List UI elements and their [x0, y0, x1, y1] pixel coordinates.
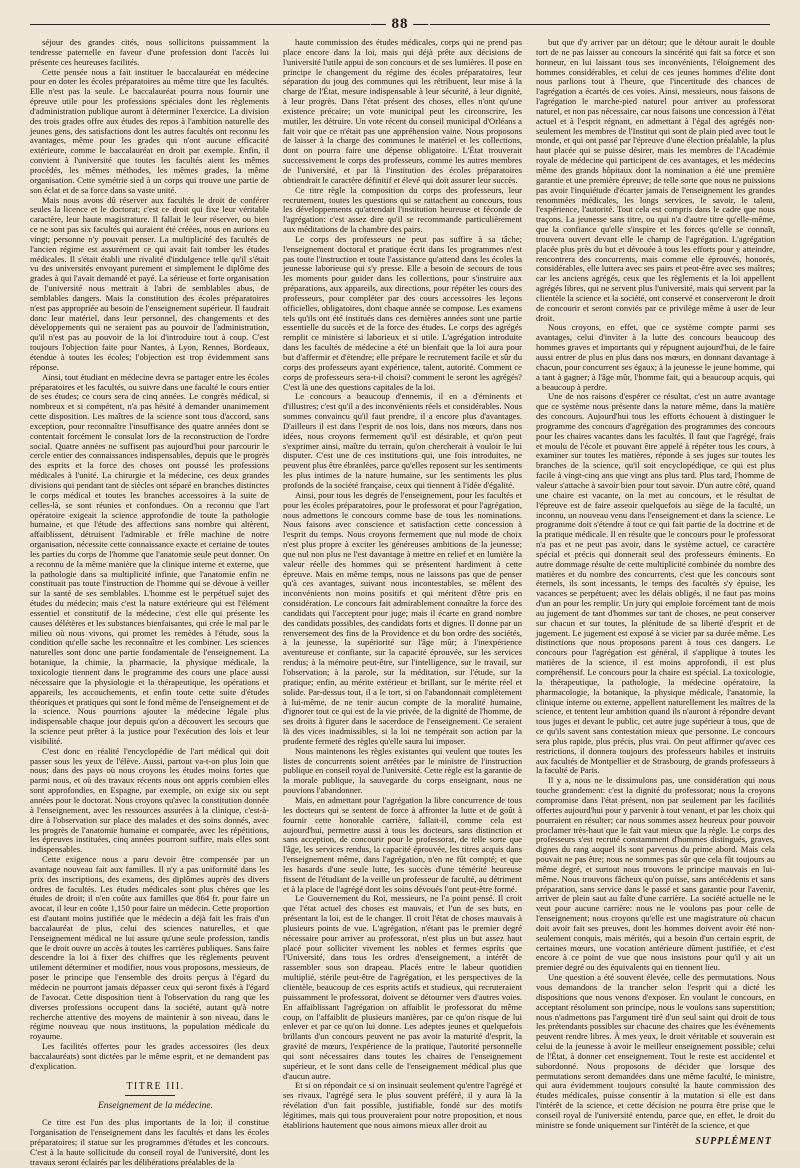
paragraph: Ainsi, pour tous les degrés de l'enseignement, pour les facultés et pour les écoles préparatoires, pour le professorat et pour l'agrégation, nous admettons le concours comme base de tous les nominations. Nous faisons avec conscience et satisfaction cette concession à l'esprit du temps. Nous croyons fermement que nul mode de choix n'est plus propre à exciter les généreuses ambitions de la jeunesse; que nul non plus ne l'est davantage à mettre en relief et en lumière la valeur réelle des hommes qui se présentent hardiment à cette épreuve. Mais en même temps, nous ne laissons pas que de penser qu'à ces avantages, suivant nous incontestables, se mêlent des inconvénients non moins positifs et qui méritent d'être pris en considération. Le concours fait admirablement connaître la force des candidats qui l'acceptent pour juge; mais il écarte en grand nombre des candidats possibles, des candidats forts et dignes. Il donne par un renversement des fins de la Providence et du bon ordre des sociétés, à la jeunesse, la supériorité sur l'âge mûr; à l'inexpérience aventureuse et confiante, sur la capacité éprouvée, sur les services rendus; à la mémoire peut-être, sur l'intelligence, sur le travail, sur l'observation; à la parole, sur la méditation, sur l'étude, sur la pratique; enfin, au mérite extérieur et brillant, sur le mérite réel et solide. Par-dessus tout, il a le tort, si on l'abandonnait complètement à lui-même, de ne tenir aucun compte de la moralité humaine, d'ignorer tout ce qui est de la vie privée, de la dignité de l'homme, de ses droits à figurer dans le sacerdoce de l'enseignement. Ce seraient là des vices inadmissibles, si la loi ne tempérait son action par la prudente fermeté des règles qu'elle saura lui imposer. [283, 489, 522, 746]
column-3 [536, 38, 775, 1168]
paragraph: C'est donc en réalité l'encyclopédie de l'art médical qui doit passer sous les yeux de l'élève. Aussi, partout va-t-on plus loin que nous; dans des pays où nous croyons les études moins fortes que parmi nous, et où des travaux récents nous ont appris combien elles sont approfondies, en Espagne, par exemple, on exige six ou sept années pour le doctorat. Nous croyons qu'avec la constitution donnée à l'enseignement, avec les ressources assurées à la clinique, c'est-à-dire à l'observation sur place des malades et des soins donnés, avec les progrès de l'anatomie humaine et comparée, avec les répétitions, les épreuves instituées, cinq années pourront suffire, mais elles sont indispensables. [30, 745, 269, 855]
paragraph: Ce titre règle la composition du corps des professeurs, leur recrutement, toutes les questions qui se rattachent au concours, tous les développements qu'attendait l'institution heureuse et féconde de l'agrégation: c'est assez dire qu'il se recommande particulièrement aux méditations de la chambre des pairs. [283, 184, 522, 235]
paragraph: Le Gouvernement du Roi, messieurs, ne l'a point pensé. Il croit que l'état actuel des choses est mauvais, et l'un de ses buts, en présentant la loi, est de le changer. Il croit l'état de choses mauvais à plusieurs points de vue. L'agrégation, n'étant pas le premier degré nécessaire pour arriver au professorat, n'est plus un but assez haut placé pour solliciter vivement les nobles et fermes esprits que l'Université, dans tous les ordres d'enseignement, a intérêt de rassembler sous son drapeau. Placés entre le labeur quotidien multiplié, stérile peut-être de l'agrégation, et les perspectives de la clientèle, beaucoup de ces esprits actifs et studieux, qui recruteraient puissamment le professorat, doivent se détourner vers d'autres voies. En affaiblissant l'agrégation on affaiblit le professorat du même coup, on l'affaiblit de plusieurs manières, par ce qu'on risque de lui enlever et par ce qu'on lui donne. Les adeptes jeunes et quelquefois brillants d'un concours peuvent ne pas avoir la maturité d'esprit, la gravité de mœurs, l'expérience de la pratique, l'autorité personnelle qui sont nécessaires dans toutes les chaires de l'enseignement supérieur, et le sont dans celle de l'enseignement médical plus que d'aucun autre. [283, 893, 522, 1081]
column-1 [30, 38, 269, 1168]
section-rule [125, 1095, 175, 1096]
column-2 [283, 38, 522, 1168]
paragraph: Ainsi, tout étudiant en médecine devra se partager entre les écoles préparatoires et les facultés, ou suivre dans une faculté le cours entier de ses études; ce cours sera de cinq années. Le congrès médical, si nombreux et si compétent, n'a pas hésité à demander unanimement cette disposition. Les maîtres de la science sont tous d'accord, sans exception, pour reconnaître l'insuffisance des quatre années dont se contentait forcément le consulat lors de la reconstruction de l'ordre social. Quatre années ne suffisent pas aujourd'hui pour parcourir le cercle entier des connaissances indispensables, depuis que le progrès des esprits et la force des choses ont poussé les professions médicales à l'unité. La chirurgie et la médecine, ces deux grandes divisions qui pendant tant de siècles ont séparé en branches distinctes le corps médical et toutes les branches accessoires à la suite de celles-là, se sont réunies et confondues. On a reconnu que l'art opératoire exigeait la science approfondie de toute la pathologie humaine, et que l'étude des affections sans nombre qui altèrent, affaiblissent, détruisent l'admirable et frêle machine de notre organisation, nécessite cette connaissance exacte et certaine de toutes les parties du corps de l'homme que l'anatomie seule peut donner. On a reconnu de la même manière que la clinique interne et externe, que la pathologie dans sa multiplicité infinie, que l'anatomie enfin ne constituait pas toute l'instruction de l'homme qui se dévoue à veiller sur la santé de ses semblables. L'homme est le perpétuel sujet des études du médecin; mais c'est la nature extérieure qui est l'élément essentiel et constitutif de la médecine, c'est elle qui présente les causes délétères et les substances bienfaisantes, qui crée le mal par le milieu où nous vivons, qui promet les remèdes à l'étude, sous la condition qu'elle sache les reconnaître et les combiner. Les sciences naturelles sont donc une partie fondamentale de l'enseignement. La botanique, la chimie, la pharmacie, la physique médicale, la toxicologie tiennent dans le programme des cours une place aussi nécessaire que la physiologie et la thérapeutique, les opérations et appareils, les accouchements, et enfin toute cette suite d'études théoriques et pratiques qui sont le fond même de l'enseignement et de la science. Nous pourrions ajouter la médecine légale plus indispensable chaque jour depuis qu'on a découvert les secours que la science peut prêter à la justice pour l'exécution des lois et leur visibilité. [30, 371, 270, 746]
paragraph: Une question a été souvent élevée, celle des permutations. Nous vous demandons de la trancher selon l'esprit qui a dicté les dispositions que nous venons d'exposer. En voulant le concours, en acceptant résolument son principe, nous le voulons sans superstition; nous n'admettons pas l'argument tiré d'un seul saint qui droit de tous les prétendants possibles sur chacune des chaires que les événements peuvent rendre libres. À mes yeux, le droit véritable et souverain est celui de la jeunesse à avoir le meilleur enseignement possible; celui de l'État, à donner cet enseignement. Tout le reste est accidentel et subordonné. Nous proposons de décider que lorsque des permutations seront demandées dans une même faculté, le ministre, qui aura évidemment toujours consulté la haute commission des études médicales, puisse consentir à la mutation si elle est dans l'intérêt de la science, et cette décision ne pourra être prise que le conseil royal de l'université entendu, parce que, en effet, le droit du ministre se fonde uniquement sur l'intérêt de la science, et que [536, 972, 775, 1130]
paragraph: Cette pensée nous a fait instituer le baccalauréat en médecine pour en doter les écoles préparatoires au même titre que les facultés. Elle n'est pas la seule. Le baccalauréat pourra nous fournir une épreuve utile pour les professions spéciales dont les règlements d'administration publique auront à déterminer l'exercice. La division des trois grades offre aux études des repos à l'ambition naturelle des jeunes gens, des satisfactions dont les autres facultés ont reconnu les avantages, même pour les grades qui n'ont aucune efficacité extérieure, comme le baccalauréat en droit par exemple. Enfin, il convient à l'université que toutes les facultés aient les mêmes procédés, les mêmes méthodes, les mêmes grades, la même organisation. Cette symétrie sied à un corps qui trouve une partie de son éclat et de sa force dans sa vaste unité. [30, 66, 269, 195]
paragraph: Cette exigence nous a paru devoir être compensée par un avantage nouveau fait aux familles. Il n'y a pas uniformité dans les prix des inscriptions, des examens, des diplômes auprès des divers ordres de facultés. Les études médicales sont plus chères que les études de droit; il n'en coûte aux familles que 864 fr. pour faire un avocat, il leur en coûte 1,150 pour faire un médecin. Cette proportion est d'autant moins justifiée que le médecin a déjà fait les frais d'un baccalauréat de plus, celui des sciences naturelles, et que l'enseignement médical ne lui assure qu'une seule profession, tandis que le droit ouvre un accès à toutes les carrières publiques. Sans faire descendre la loi à fixer des chiffres que les règlements peuvent utilement déterminer et modifier, nous vous proposons, messieurs, de poser le principe que l'ensemble des droits perçus à l'égard du médecin ne pourront jamais dépasser ceux qui seront fixés à l'égard de l'avocat. Cette disposition tient à l'observation du rang que les diverses professions occupent dans la société, autant qu'à notre recherche attentive des moyens de maintenir à son niveau, dans le régime nouveau que nous instituons, la population médicale du royaume. [30, 854, 269, 1042]
paragraph: Mais, en admettant pour l'agrégation la libre concurrence de tous les docteurs qui se sentent de force à affronter la lutte et de goût à fournir cette honorable carrière, fallait-il, comme cela est aujourd'hui, permettre aussi à tous les docteurs, sans distinction et sans acception, de concourir pour le professorat, de telle sorte que l'âge, les services rendus, la capacité éprouvée, les titres acquis dans l'enseignement même, dans l'agrégation, n'en ne fût compté; et que les hasards d'une seule lutte, les succès d'une témérité heureuse fissent de l'étudiant de la veille un professeur de faculté, au détriment et à la place de l'agrégé dont les soins dévoués l'ont peut-être formé. [283, 794, 522, 894]
header-rule-right [430, 24, 770, 25]
page-number: — 88 — [370, 15, 430, 32]
paragraph: séjour des grandes cités, nous sollicitons puissamment la tendresse paternelle en faveur d'une profession dont l'accès lui présente ces heureuses facilités. [30, 37, 269, 67]
page-header [0, 12, 800, 36]
section-subtitle: Enseignement de la médecine. [97, 1101, 213, 1112]
section-title: TITRE III. [126, 1080, 185, 1092]
paragraph: Une de nos raisons d'espérer ce résultat, c'est un autre avantage que ce système nous présente dans la nature même, dans la matière des concours. Aujourd'hui tous les efforts échouent à distinguer le programme des concours d'agrégation des programmes des concours pour les chaires vacantes dans les facultés. Il faut que l'agrégé, frais et moulu de l'école et pouvant être appelé à répéter tous les cours, à examiner sur toutes les matières, réponde à ses juges sur toutes les branches de la science, qu'il soit encyclopédique, ce qui est plus facile à vingt-cinq ans que vingt ans plus tard. Plus tard, l'homme de valeur s'attache à savoir bien pour tout savoir. D'un autre côté, quand une chaire est vacante, on la met au concours, et le résultat de l'épreuve est de faire asseoir quelquefois au siège de la faculté, un inconnu, un nouveau venu dans l'enseignement et dans la science. Le programme doit s'étendre à tout ce qui fait partie de la doctrine et de la pratique médicale. Il en résulte que le concours pour le professorat n'a pas et ne peut pas avoir, dans le système actuel, ce caractère spécial et précis qui donnerait seul des professeurs éminents. En autre dommage résulte de cette multiplicité combinée du nombre des matières et du nombre des concurrents, c'est que les concours sont éternels, ils sont incessants, le temps des facultés s'y épuise, les vacances se perpétuent; avec les délais obligés, il ne faut pas moins d'un an pour les remplir. Un jury qui emploie forcément tant de mois au jugement de tant d'hommes sur tant de choses, ne peut conserver sur chacun et sur toutes, la plénitude de sa liberté d'esprit et de jugement. Le jugement est exposé à se vicier par sa durée même. Les distinctions que nous proposons parent à tous ces dangers. Le concours pour l'agrégation est général, il s'applique à toutes les matières de la science, il est moins approfondi, il est plus compréhensif. Le concours pour la chaire est spécial. La toxicologie, la thérapeutique, la pathologie, la médecine opératoire, la pharmacologie, la botanique, la physique médicale, l'anatomie, la clinique interne ou externe, appellent naturellement les maîtres de la science, et tentent leur ambition quand ils n'auront à répondre devant tous juges et devant le public, cet autre juge supérieur à tous, que de ce qu'ils savent sans contestation mieux que personne. Le concours sera plus rapide, plus précis, plus vrai. On peut affirmer qu'avec ces restrictions, il donnera toujours des professeurs habiles et instruits aux facultés de Montpellier et de Strasbourg, de grands professeurs à la faculté de Paris. [536, 391, 775, 776]
paragraph: Il y a, nous ne le dissimulons pas, une considération qui nous touche grandement: c'est la dignité du professorat; nous la croyons compromise dans l'état présent, non par seulement par les facilités offertes aujourd'hui pour y parvenir à tout venant, et par les choix qui pourraient en résulter; car nous sommes assez heureux pour pouvoir proclamer très-haut que le fait vaut mieux que la règle. Le corps des professeurs s'est recruté constamment d'hommes distingués, graves, dignes du rang auquel ils sont parvenus du prime abord. Mais cela pouvait ne pas être; nous ne sommes pas sûr que cela fût toujours au même degré, et surtout nous trouvons le principe mauvais en lui-même. Nous trouvons fâcheux qu'on puisse, sans antécédents et sans préparation, sans service dans le passé et sans garantie pour l'avenir, arriver de plein saut au faîte d'une carrière. La société actuelle ne le veut pour aucune carrière: nous ne le voulons pas pour celle de l'enseignement; nous croyons qu'elle est une magistrature où chacun doit avoir fait ses preuves, dont les hommes doivent avoir été non-seulement conquis, mais mérités, qui a besoin d'un certain esprit, de certaines mœurs, une vocation antérieure dûment justifiée, et c'est encore à ce point de vue que nous insistons pour qu'il y ait un premier degré ou des équivalents qui en tiennent lieu. [536, 775, 775, 973]
paragraph: Le corps des professeurs ne peut pas suffire à sa tâche; l'enseignement doctoral et pratique écrit dans les programmes n'est pas toute l'instruction et toute l'assistance qu'attend dans les écoles la jeunesse laborieuse qui s'y presse. Elle a besoin de secours de tous les moments pour guider dans les collections, pour s'instruire aux préparations, aux appareils, aux directions, pour répéter les cours des professeurs, pour compléter par des cours accessoires les leçons officielles, obligatoires, dont chaque année se compose. Les examens tels qu'ils ont été institués dans ces dernières années sont une partie essentielle du succès et de la force des études. Le corps des agrégés remplit ce ministère si laborieux et si utile. L'agrégation introduite dans les facultés de médecine a été un bienfait que la loi aura pour but d'affermir et d'étendre; elle prépare le recrutement facile et sûr du corps des professeurs ayant expérience, talent, autorité. Comment ce corps de professeurs sera-t-il choisi? comment le seront les agrégés? C'est là une des questions capitales de la loi. [283, 233, 522, 392]
paragraph: Le concours a beaucoup d'ennemis, il en a d'éminents et d'illustres; c'est qu'il a des inconvénients réels et considérables. Nous sommes convaincu qu'il faut prendre, il a encore plus d'avantages. D'ailleurs il est dans l'esprit de nos lois, dans nos mœurs, dans nos idées, nous croyons fermement qu'il est désirable, et qu'on peut s'exprimer ainsi, maître du terrain, qu'on chercherait à vouloir le lui disputer. C'est une de ces institutions qui, une fois introduites, ne peuvent plus être ébranlées, parce qu'elles reposent sur les sentiments les plus intimes de la nature humaine, sur les sentiments les plus profonds de la société française, ceux qui tiennent à l'idée d'égalité. [283, 391, 522, 490]
section-heading [30, 1082, 269, 1113]
header-rule-left [30, 24, 370, 25]
supplement-label: SUPPLÉMENT [695, 1136, 772, 1147]
paragraph: but que d'y arriver par un détour; que le détour aurait le double tort de ne pas laisser au concours la sincérité qui fait sa force et son honneur, en lui laissant tous ses inconvénients, l'éloignement des hommes considérables, et celui de ces jeunes hommes d'élite dont nous parlions tout à l'heure, que l'incertitude des chances de l'agrégation a écartés de ces voies. Ainsi, messieurs, nous faisons de l'agrégation le marche-pied naturel pour arriver au professorat naturel, et non pas nécessaire, car nous faisons une concession à l'état actuel et à l'esprit régnant, en admettant à l'égal des agrégés non-seulement les membres de l'Institut qui sont de plain pied avec tout le monde, et qui ont passé par l'épreuve d'une élection préalable, la plus haut placée qui se puisse désirer, mais les membres de l'Académie royale de médecine qui participent de ces avantages, et les médecins même des grands hôpitaux dont la nomination a été une première garantie et une première épreuve; de telle sorte que nous ne puissions pas avoir l'inquiétude d'écarter jamais de l'enseignement les grandes renommées médicales, les longs services, le savoir, le talent, l'expérience, l'autorité. Tout cela est compris dans le cadre que nous traçons. La jeunesse sans titre, ou qui n'a d'autre titre qu'elle-même, que la confiance qu'elle s'inspire et les forces qu'elle se connaît, trouvera ouvert devant elle le champ de l'agrégation. L'agrégation placée plus près du but et dévouée à tous les efforts pour y atteindre, rencontrera des concurrents, mais comme elle éprouvés, honorés, considérables, elle luttera avec ses pairs et peut-être avec ses maîtres; car les anciens agrégés, ceux que les règlements et la loi appellent agrégés libres, qui ne servent plus l'université, mais qui servent par la clientèle la science et la société, ont conservé et conserveront le droit de concourir et seront conviés par ce privilège même à user de leur droit. [536, 37, 775, 323]
paragraph: Les facilités offertes pour les grades accessoires (les deux baccalauréats) sont dictées par le même esprit, et ne demandent pas d'explication. [30, 1041, 269, 1071]
paragraph: haute commission des études médicales, corps qui ne prend pas place encore dans la loi, mais qui déjà prête aux décisions de l'université l'utile appui de son concours et de ses lumières. Il pose en principe le changement du régime des écoles préparatoires, leur séparation du joug des communes qui les rétribuent, leur mise à la charge de l'État, mesure indispensable à leur sécurité, à leur dignité, à leur progrès. Dans l'état présent des choses, elles n'ont qu'une existence précaire; un vote municipal peut les circonscrire, les mutiler, les détruire. Un vote récent du conseil municipal d'Orléans a fait voir que ce n'était pas une appréhension vaine. Nous proposons de laisser à la charge des communes le matériel et les collections, dont on pourra faire une dépense obligatoire. L'État trouverait successivement le corps des professeurs, comme les autres membres de l'université, et par là l'institution des écoles préparatoires obtiendrait le caractère définitif et élevé qui doit assurer leur succès. [283, 37, 522, 185]
paragraph: Nous maintenons les règles existantes qui veulent que toutes les listes de concurrents soient arrêtées par le ministre de l'instruction publique en conseil royal de l'université. Cette règle est la garantie de la morale publique, la sauvegarde du corps enseignant, nous ne pouvions l'abandonner. [283, 745, 522, 796]
paragraph: Ce titre est l'un des plus importants de la loi; il constitue l'organisation de l'enseignement dans les facultés et dans les écoles préparatoires; il statue sur les programmes d'études et les concours. C'est à la haute sollicitude du conseil royal de l'université, dont les travaux seront éclairés par les délibérations préalables de la [30, 1117, 269, 1167]
paragraph: Et si on répondait ce si on insinuait seulement qu'entre l'agrégé et ses rivaux, l'agrégé sera le plus souvent préféré, il y aura là la révélation d'un fait possible, justifiable, fondé sur des motifs légitimes, mais qui tous prouveraient pour notre proposition, et nous établirions hautement que nous aimons mieux aller droit au [283, 1080, 522, 1130]
paragraph: Mais nous avons dû réserver aux facultés le droit de conférer seules la licence et le doctorat; c'est ce droit qui fixe leur véritable caractère, leur haute magistrature. Il fallait le leur réserver, ou bien ce ne sont pas six facultés qui auraient été créées, nous en aurions eu vingt; personne n'y pouvait penser. La multiplicité des facultés de l'ancien régime est assurément ce qui avait fait tomber les études médicales. Il s'était établi une rivalité d'indulgence telle qu'il s'était vu des universités envoyant purement et simplement le diplôme des grades à qui l'avait demandé et payé. La sérieuse et forte organisation de l'université nous mettrait à l'abri de semblables abus, de semblables dangers. Mais la constitution des écoles préparatoires n'est pas appropriée au besoin de l'enseignement supérieur. Il faudrait donc leur matériel, dans leur personnel, des changements et des développements qui ne seraient pas au pouvoir de l'administration, qu'il n'est pas au pouvoir de la loi d'introduire tout à coup. C'est toujours l'objection faite pour Nantes, à Lyon, Rennes, Bordeaux, étendue à toutes les écoles; l'objection est trop évidemment sans réponse. [30, 194, 269, 372]
paragraph: Nous croyons, en effet, que ce système compte parmi ses avantages, celui d'inviter à la lutte des concours beaucoup des hommes graves et importants qui y répugnent aujourd'hui, de le faire aussi entrer de plus en plus dans nos mœurs, en donnant davantage à chacun, pour concurrent ses égaux; à la jeunesse le jeune homme, qui a tant à gagner; à l'âge mûr, l'homme fait, qui a beaucoup acquis, qui a beaucoup à perdre. [536, 322, 775, 392]
